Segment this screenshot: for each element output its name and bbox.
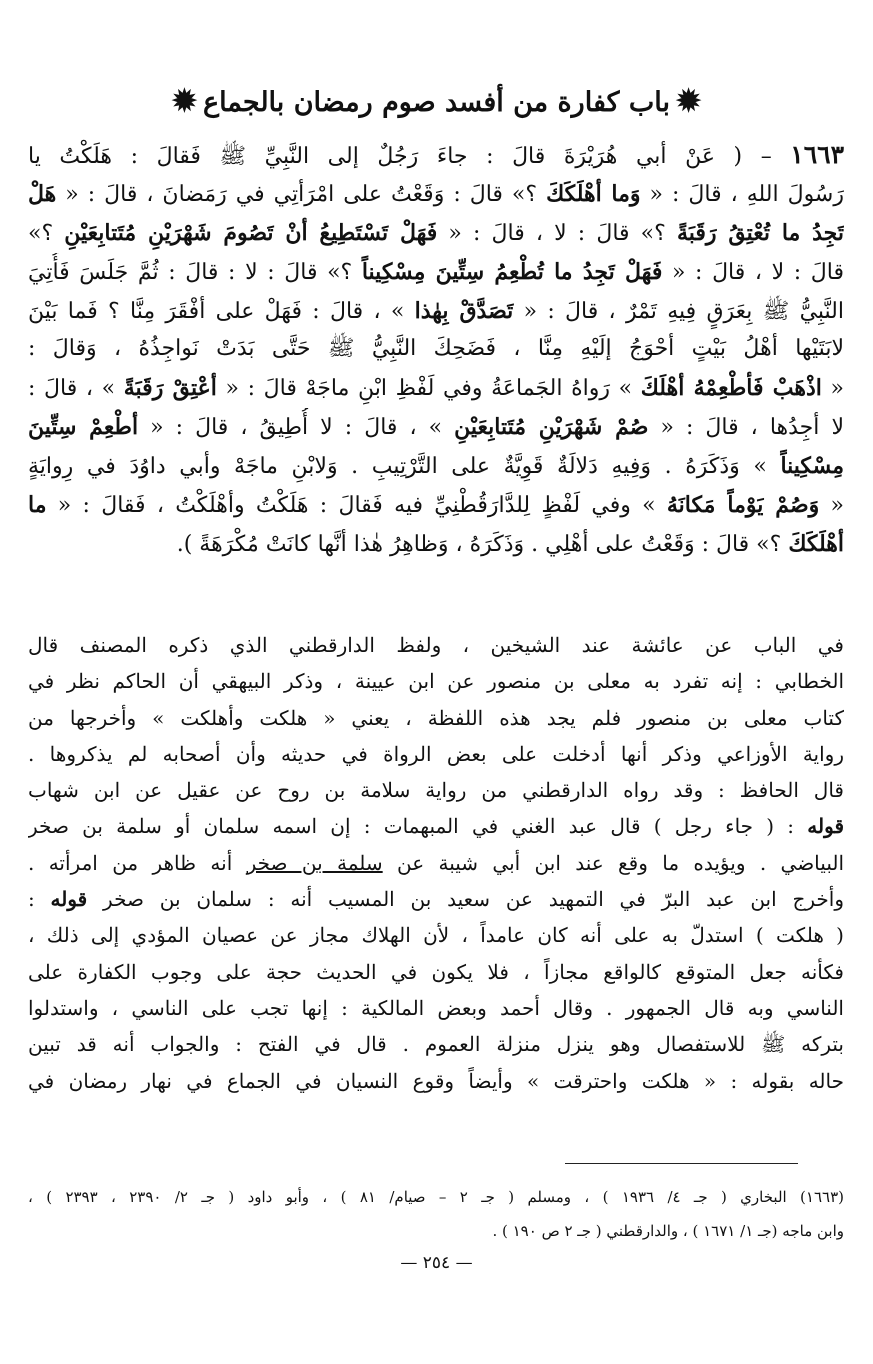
chapter-title [100,82,773,123]
commentary-line [28,736,844,772]
commentary-line [28,627,844,663]
text-run: قال الحافظ : وقد رواه الدارقطني من رواية سلامة بن روح عن عقيل عن ابن شهاب [28,778,844,803]
text-run: حاله بقوله : « هلكت واحترقت » وأيضاً وقوع النسيان في الجماع في نهار رمضان في [28,1068,844,1093]
text-run: : ( جاء رجل ) قال عبد الغني في المبهمات : إن اسمه سلمان أو سلمة بن صخر [28,814,808,839]
footnotes [28,1180,844,1248]
bold-phrase: أطْعِمْ سِتِّينَ [28,414,139,441]
text-run: بتركه ﷺ للاستفصال وهو ينزل منزلة العموم . قال في الفتح : والجواب أنه قد تبين [28,1032,844,1057]
footnote-line [28,1180,844,1214]
text-run: كتاب معلى بن منصور فلم يجد هذه اللفظة ، يعني « هلكت وأهلكت » وأخرجها من [28,705,844,730]
star-ornament-icon: ✹ [676,84,702,119]
hadith-number: ١٦٦٣ [790,140,844,169]
text-run: قالَ : لا ، قالَ : « [662,259,844,285]
bold-phrase: وَما أهْلَكَكَ [546,180,641,207]
hadith-line [28,408,844,447]
text-run: ( هلكت ) استدلّ به على أنه كان عامداً ، لأن الهلاك مجاز عن عصيان المؤدي إلى ذلك ، [28,923,844,948]
text-run: (١٦٦٣) البخاري ( جـ ٤/ ١٩٣٦ ) ، ومسلم ( جـ ٢ – صيام/ ٨١ ) ، وأبو داود ( جـ ٢/ ٢٣٩٠ ، ٢٣٩٣ ) ، [28,1188,844,1206]
text-run: » ، قالَ : لا أُطِيقُ ، قالَ : « [138,415,455,441]
commentary-line [28,808,844,844]
bold-phrase: صُمْ شَهْرَيْنِ مُتَتابِعَيْنِ [454,414,649,441]
text-run: أنه ظاهر من امرأته . [28,850,247,875]
footnote-separator [565,1163,798,1164]
text-run: ؟» قالَ : وَقَعْتُ على أهْلِي . وَذَكَرَهُ ، وَظاهِرُ هٰذا أنَّها كانَتْ مُكْرَهَةً ). [176,531,789,557]
text-run: رواية الأوزاعي وذكر أنها أدخلت على بعض الرواة في حديثه وأن أصحابه لم يذكروها . [28,741,844,766]
hadith-line [28,214,844,253]
bold-phrase: قوله [50,887,88,912]
commentary-line [28,990,844,1026]
text-run: في الباب عن عائشة عند الشيخين ، ولفظ الدارقطني الذي ذكره المصنف قال [28,633,844,657]
commentary-line [28,881,844,917]
text-run: « [819,493,844,519]
commentary-line [28,954,844,990]
text-run: » رَواهُ الجَماعَةُ وفي لَفْظِ ابْنِ ماجَهْ قالَ : « [216,376,641,402]
bold-phrase: اذْهَبْ فَأطْعِمْهُ أهْلَكَ [640,375,822,402]
text-run: لا أجِدُها ، قالَ : « [648,415,844,441]
hadith-line [28,447,844,486]
text-run: ؟» قالَ : وَقَعْتُ على امْرَأتِي في رَمَضانَ ، قالَ : « [56,181,547,207]
hadith-line [28,486,844,525]
hadith-line [28,175,844,214]
bold-phrase: هَلْ [28,180,57,207]
text-run: رَسُولَ اللهِ ، قالَ : « [640,181,844,207]
text-run: ؟» [28,220,65,246]
text-run: لابَتَيْها أهْلُ بَيْتٍ أحْوَجُ إلَيْهِ مِنَّا ، فَضَحِكَ النَّبِيُّ ﷺ حَتَّى بَدَتْ نَواجِذُهُ ، وَقالَ : [28,336,844,362]
text-run: – ( عَنْ أبي هُرَيْرَةَ قالَ : جاءَ رَجُلٌ إلى النَّبِيِّ ﷺ فَقالَ : هَلَكْتُ يا [28,144,791,169]
bold-phrase: تَصَدَّقْ بِهٰذا [414,297,514,324]
commentary-line [28,917,844,953]
footnote-line [28,1214,844,1248]
chapter-title-text: باب كفارة من أفسد صوم رمضان بالجماع [202,87,671,118]
commentary-text [28,627,844,1099]
hadith-line [28,330,844,369]
page-number: — ٢٥٤ — [400,1253,473,1273]
text-run: » ، قالَ : فَهَلْ على أفْقَرَ مِنَّا ؟ فَما بَيْنَ [28,298,415,324]
commentary-line [28,845,844,881]
hadith-line [28,136,844,175]
commentary-line [28,700,844,736]
text-run: سلمة بن صخر [246,850,383,875]
hadith-text [28,136,844,564]
bold-phrase: فَهَلْ تَسْتَطِيعُ أنْ تَصُومَ شَهْرَيْنِ مُتَتابِعَيْنِ [64,219,438,246]
text-run: الناسي وبه قال الجمهور . وقال أحمد وبعض المالكية : إنها تجب على الناسي ، واستدلوا [28,995,844,1020]
commentary-line [28,1026,844,1062]
text-run: « [821,376,844,402]
star-ornament-icon: ✹ [171,84,197,119]
text-run: وابن ماجه (جـ ١/ ١٦٧١ ) ، والدارقطني ( جـ ٢ ص ١٩٠ ) . [492,1222,844,1240]
hadith-line [28,292,844,331]
commentary-line [28,1063,844,1099]
hadith-line [28,253,844,292]
hadith-line [28,525,844,564]
bold-phrase: ما [28,492,47,519]
text-run: الخطابي : إنه تفرد به معلى بن منصور عن ابن عيينة ، وذكر البيهقي أن الحاكم نظر في [28,669,844,694]
hadith-line [28,369,844,408]
text-run: » وَذَكَرَهُ . وَفِيهِ دَلالَةٌ قَوِيَّةٌ على التَّرْتِيبِ . وَلابْنِ ماجَهْ وأبي داوُدَ في رِوايَةٍ [28,454,781,480]
text-run: وأخرج ابن عبد البرّ في التمهيد عن سعيد بن المسيب أنه : سلمان بن صخر [87,887,844,912]
text-run: ؟» قالَ : لا : قالَ : ثُمَّ جَلَسَ فَأُتِيَ [28,259,362,285]
bold-phrase: وَصُمْ يَوْماً مَكانَهُ [666,492,820,519]
text-run: فكأنه جعل المتوقع كالواقع مجازاً ، فلا يكون في الحديث حجة على وجوب الكفارة على [28,959,844,984]
text-run: النَّبِيُّ ﷺ بِعَرَقٍ فِيهِ تَمْرٌ ، قالَ : « [513,298,844,324]
text-run: البياضي . ويؤيده ما وقع عند ابن أبي شيبة عن [382,850,844,875]
bold-phrase: أعْتِقْ رَقَبَةً [123,375,217,402]
bold-phrase: قوله [807,814,844,839]
text-run: ؟» قالَ : لا ، قالَ : « [437,220,677,246]
bold-phrase: فَهَلْ تَجِدُ ما تُطْعِمُ سِتِّينَ مِسْكِيناً [361,258,663,285]
commentary-line [28,772,844,808]
bold-phrase: تَجِدُ ما تُعْتِقُ رَقَبَةً [676,219,844,246]
commentary-line [28,663,844,699]
text-run: : [28,887,51,912]
text-run: » وفي لَفْظٍ لِلدَّارَقُطْنِيِّ فيه فَقالَ : هَلَكْتُ وأهْلَكْتُ ، فَقالَ : « [46,493,667,519]
text-run: » ، قالَ : [28,376,124,402]
bold-phrase: مِسْكِيناً [780,453,844,480]
bold-phrase: أهْلَكَكَ [788,530,844,557]
